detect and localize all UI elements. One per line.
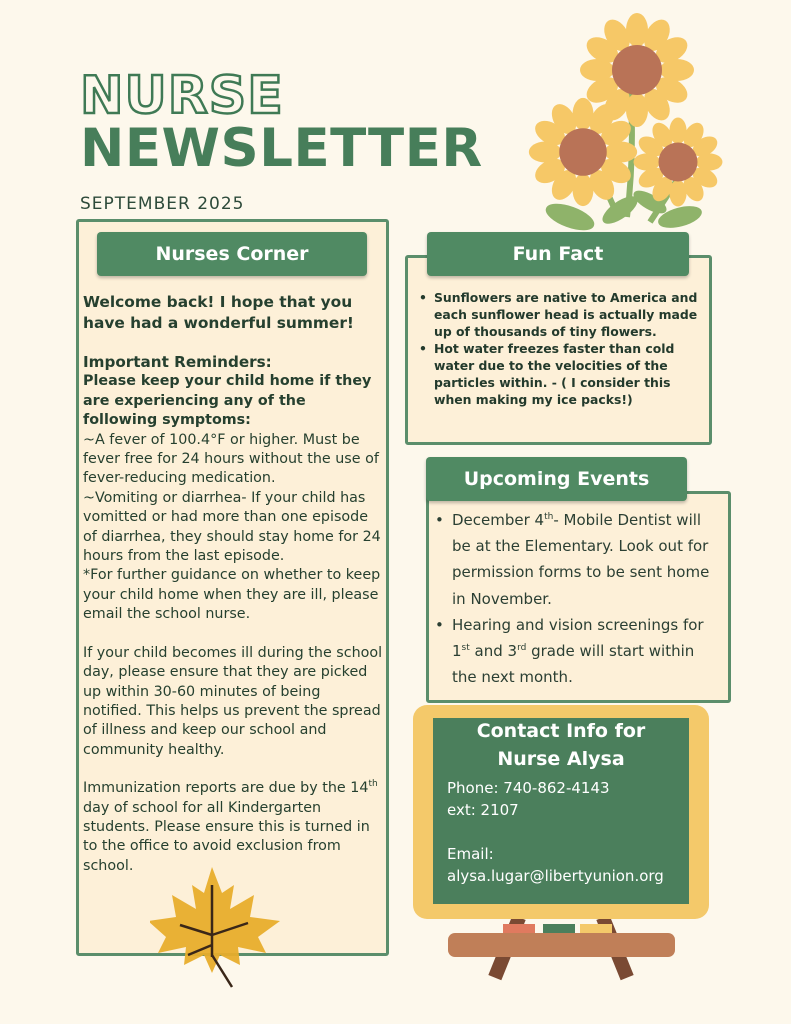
contact-phone: Phone: 740-862-4143 (447, 779, 610, 797)
issue-date: SEPTEMBER 2025 (80, 194, 245, 214)
guidance-note: *For further guidance on whether to keep your child home when they are ill, please email the school nurse. (83, 567, 381, 623)
welcome-text: Welcome back! I hope that you have had a wonderful summer! (83, 293, 354, 332)
title-line-1: NURSE (80, 66, 284, 126)
chalk (543, 924, 575, 933)
maple-leaf-icon (150, 865, 285, 995)
events-heading: Upcoming Events (426, 457, 687, 501)
immunization-text: Immunization reports are due by the 14th day of school for all Kindergarten students. Please ensure this is turned in to the office to avoid exclusion from school. (83, 779, 378, 874)
easel-tray (448, 933, 675, 957)
list-item: • December 4th- Mobile Dentist will be at the Elementary. Look out for permission forms to be sent home in November. (432, 507, 722, 612)
chalk (503, 924, 535, 933)
sunflower-icon (525, 12, 725, 234)
ill-at-school-text: If your child becomes ill during the school day, please ensure that they are picked up within 30-60 minutes of being notified. This helps us prevent the spread of illness and keep our school and community healthy. (83, 644, 383, 758)
chalk (580, 924, 612, 933)
nurses-corner-heading: Nurses Corner (97, 232, 367, 276)
list-item: • Hearing and vision screenings for 1st and 3rd grade will start within the next month. (432, 612, 722, 691)
fun-fact-heading: Fun Fact (427, 232, 689, 276)
nurses-corner-body (83, 292, 383, 876)
reminders-intro: Please keep your child home if they are experiencing any of the following symptoms: (83, 373, 372, 429)
contact-ext: ext: 2107 (447, 801, 519, 819)
reminders-heading: Important Reminders: (83, 353, 272, 371)
vomiting-reminder: ~Vomiting or diarrhea- If your child has vomitted or had more than one episode of diarrhea, they should stay home for 24 hours from the last episode. (83, 489, 381, 565)
contact-email[interactable]: alysa.lugar@libertyunion.org (447, 867, 664, 885)
contact-heading: Contact Info for Nurse Alysa (476, 720, 646, 770)
fun-fact-list (417, 289, 704, 408)
list-item: • Hot water freezes faster than cold water due to the velocities of the particles within. - ( I consider this when making my ice packs!) (417, 340, 704, 408)
title-line-2: NEWSLETTER (80, 118, 483, 179)
events-list (432, 507, 722, 690)
fever-reminder: ~A fever of 100.4°F or higher. Must be fever free for 24 hours without the use of fever-reducing medication. (83, 431, 379, 487)
contact-email-label: Email: (447, 845, 494, 863)
list-item: • Sunflowers are native to America and each sunflower head is actually made up of thousands of tiny flowers. (417, 289, 704, 340)
